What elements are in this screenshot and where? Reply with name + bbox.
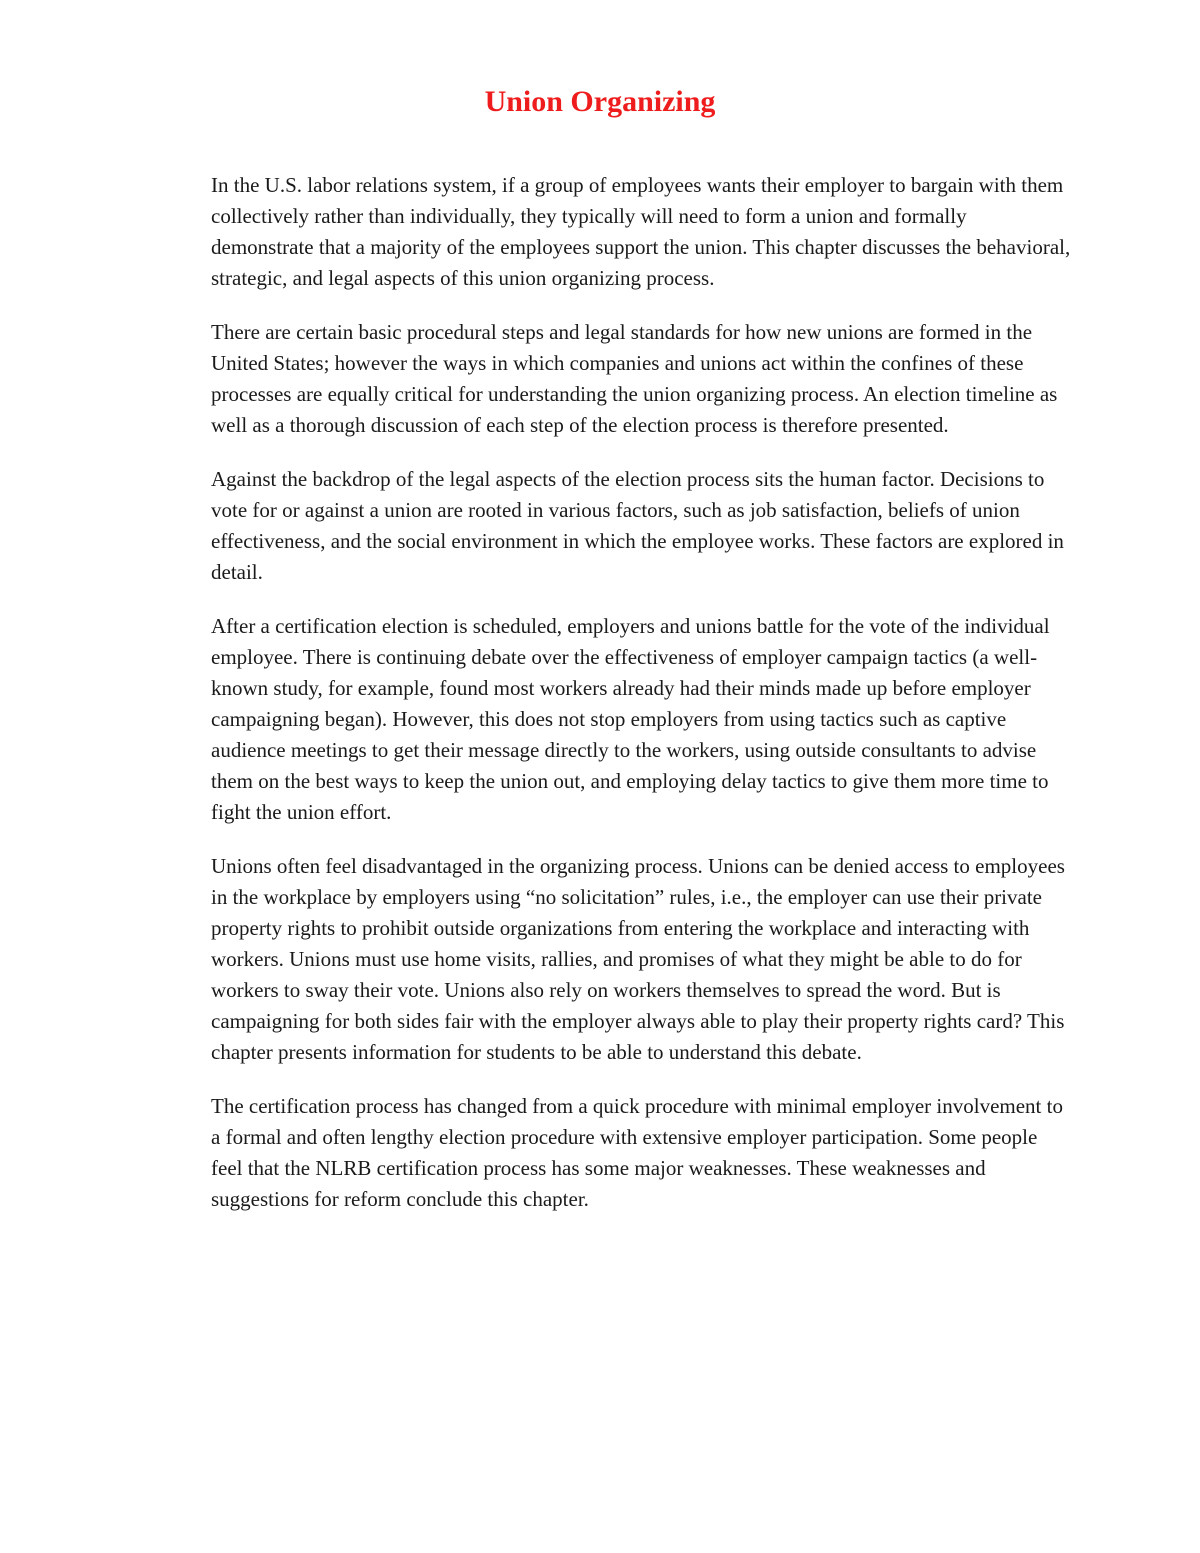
paragraph-union-disadvantage: Unions often feel disadvantaged in the organizing process. Unions can be denied access to employees in the workplace by employers using “no solicitation” rules, i.e., the employer can use their private property rights to prohibit outside organizations from entering the workplace and interacting with workers. Unions must use home visits, rallies, and promises of what they might be able to do for workers to sway their vote. Unions also rely on workers themselves to spread the word. But is campaigning for both sides fair with the employer always able to play their property rights card? This chapter presents information for students to be able to understand this debate. [211,854,1065,1064]
paragraph-procedural-steps: There are certain basic procedural steps and legal standards for how new unions are formed in the United States; however the ways in which companies and unions act within the confines of these processes are equally critical for understanding the union organizing process. An election timeline as well as a thorough discussion of each step of the election process is therefore presented. [211,320,1058,437]
document-body [211,170,1071,1238]
paragraph-certification-reform: The certification process has changed from a quick procedure with minimal employer involvement to a formal and often lengthy election procedure with extensive employer participation. Some people feel that the NLRB certification process has some major weaknesses. These weaknesses and suggestions for reform conclude this chapter. [211,1094,1063,1211]
page-title: Union Organizing [484,85,716,118]
paragraph-intro: In the U.S. labor relations system, if a group of employees wants their employer to bargain with them collectively rather than individually, they typically will need to form a union and formally demonstrate that a majority of the employees support the union. This chapter discusses the behavioral, strategic, and legal aspects of this union organizing process. [211,173,1071,290]
paragraph-employer-campaign: After a certification election is scheduled, employers and unions battle for the vote of the individual employee. There is continuing debate over the effectiveness of employer campaign tactics (a well-known study, for example, found most workers already had their minds made up before employer campaigning began). However, this does not stop employers from using tactics such as captive audience meetings to get their message directly to the workers, using outside consultants to advise them on the best ways to keep the union out, and employing delay tactics to give them more time to fight the union effort. [211,614,1050,824]
paragraph-human-factor: Against the backdrop of the legal aspects of the election process sits the human factor. Decisions to vote for or against a union are rooted in various factors, such as job satisfaction, beliefs of union effectiveness, and the social environment in which the employee works. These factors are explored in detail. [211,467,1064,584]
